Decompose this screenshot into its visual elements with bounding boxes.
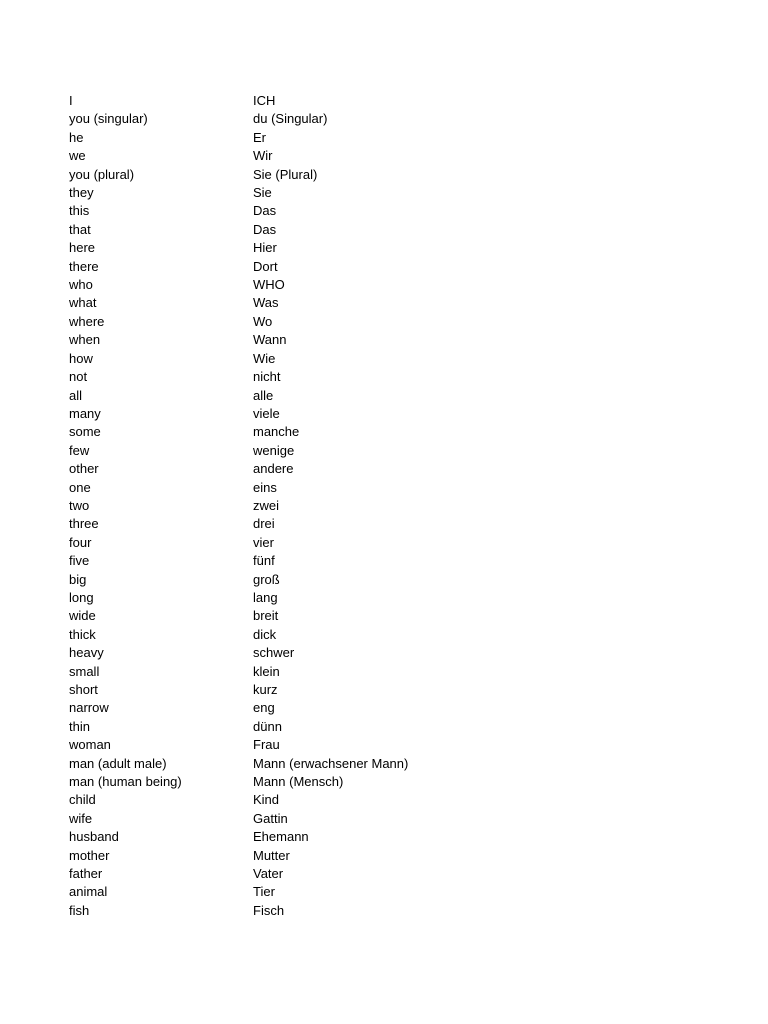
table-row <box>69 718 553 736</box>
english-word: thick <box>69 626 96 642</box>
english-word: father <box>69 866 103 882</box>
table-row <box>69 626 553 644</box>
english-word: short <box>69 682 98 697</box>
table-row <box>69 387 553 405</box>
table-row <box>69 607 553 625</box>
german-word: Wo <box>253 313 273 329</box>
german-word: Wir <box>253 148 273 164</box>
english-word: heavy <box>69 645 104 661</box>
german-word: eng <box>253 700 275 716</box>
english-word: four <box>69 534 92 550</box>
english-word: they <box>69 185 94 201</box>
english-word: child <box>69 792 96 808</box>
german-word: zwei <box>253 497 280 513</box>
german-word: Kind <box>253 792 280 808</box>
german-word: wenige <box>253 442 295 458</box>
table-row <box>69 110 553 128</box>
table-row <box>69 883 553 901</box>
table-row <box>69 699 553 717</box>
table-row <box>69 810 553 828</box>
table-row <box>69 589 553 607</box>
german-word: vier <box>253 534 274 550</box>
table-row <box>69 276 553 294</box>
english-word: this <box>69 203 90 219</box>
german-word: breit <box>253 608 279 624</box>
table-row <box>69 847 553 865</box>
table-row <box>69 423 553 441</box>
german-word: Mann (erwachsener Mann) <box>253 755 409 771</box>
german-word: Tier <box>253 884 275 900</box>
table-row <box>69 865 553 883</box>
english-word: some <box>69 424 101 440</box>
german-word: Fisch <box>253 902 285 918</box>
english-word: I <box>69 93 73 108</box>
german-word: alle <box>253 387 274 403</box>
english-word: one <box>69 479 91 495</box>
table-row <box>69 368 553 386</box>
table-row <box>69 791 553 809</box>
table-row <box>69 405 553 423</box>
german-word: Sie (Plural) <box>253 166 318 182</box>
table-row <box>69 442 553 460</box>
german-word: Das <box>253 221 277 237</box>
german-word: ICH <box>253 93 276 108</box>
german-word: lang <box>253 589 278 605</box>
english-word: fish <box>69 902 90 918</box>
german-word: Frau <box>253 737 280 753</box>
english-word: woman <box>69 737 111 753</box>
english-word: that <box>69 221 91 237</box>
table-row <box>69 460 553 478</box>
table-row <box>69 755 553 773</box>
german-word: manche <box>253 424 300 440</box>
english-word: we <box>69 148 86 164</box>
table-row <box>69 552 553 570</box>
german-word: Wann <box>253 332 287 348</box>
german-word: Gattin <box>253 810 288 826</box>
german-word: du (Singular) <box>253 111 328 127</box>
english-word: here <box>69 240 96 256</box>
table-row <box>69 497 553 515</box>
english-word: mother <box>69 847 110 863</box>
german-word: groß <box>253 571 280 587</box>
english-word: you (plural) <box>69 166 135 182</box>
english-word: wife <box>69 810 93 826</box>
german-word: Wie <box>253 350 276 366</box>
german-word: klein <box>253 663 280 679</box>
english-word: thin <box>69 718 90 734</box>
english-word: there <box>69 258 99 274</box>
table-row <box>69 331 553 349</box>
english-word: all <box>69 387 83 403</box>
table-row <box>69 479 553 497</box>
table-row <box>69 571 553 589</box>
german-word: Dort <box>253 258 278 274</box>
english-word: what <box>69 295 97 311</box>
table-row <box>69 184 553 202</box>
german-word: Das <box>253 203 277 219</box>
table-row <box>69 294 553 312</box>
table-row <box>69 166 553 184</box>
english-word: big <box>69 571 87 587</box>
english-word: five <box>69 553 90 569</box>
german-word: Vater <box>253 866 284 882</box>
german-word: Mutter <box>253 847 290 863</box>
vocabulary-table <box>69 92 553 920</box>
table-row <box>69 202 553 220</box>
table-row <box>69 313 553 331</box>
table-row <box>69 534 553 552</box>
english-word: three <box>69 516 99 532</box>
german-word: Er <box>253 129 266 145</box>
vocabulary-table-body <box>69 92 553 920</box>
english-word: who <box>69 277 93 293</box>
english-word: few <box>69 442 90 458</box>
english-word: two <box>69 497 90 513</box>
german-word: Hier <box>253 240 277 256</box>
german-word: dünn <box>253 718 282 734</box>
table-row <box>69 92 553 110</box>
german-word: Mann (Mensch) <box>253 774 344 790</box>
english-word: where <box>69 313 105 329</box>
german-word: viele <box>253 405 280 421</box>
english-word: narrow <box>69 700 109 716</box>
german-word: fünf <box>253 553 275 569</box>
german-word: dick <box>253 626 277 642</box>
english-word: man (human being) <box>69 774 182 790</box>
table-row <box>69 644 553 662</box>
english-word: small <box>69 663 100 679</box>
english-word: he <box>69 129 84 145</box>
german-word: WHO <box>253 277 285 293</box>
table-row <box>69 736 553 754</box>
english-word: long <box>69 589 94 605</box>
english-word: man (adult male) <box>69 755 167 771</box>
table-row <box>69 147 553 165</box>
german-word: nicht <box>253 369 281 385</box>
german-word: eins <box>253 479 277 495</box>
english-word: not <box>69 369 88 385</box>
german-word: kurz <box>253 682 278 697</box>
german-word: Sie <box>253 185 272 201</box>
table-row <box>69 828 553 846</box>
table-row <box>69 350 553 368</box>
english-word: wide <box>69 608 96 624</box>
german-word: Ehemann <box>253 829 309 845</box>
english-word: when <box>69 332 101 348</box>
english-word: many <box>69 405 101 421</box>
english-word: other <box>69 461 99 477</box>
english-word: you (singular) <box>69 111 148 127</box>
table-row <box>69 515 553 533</box>
table-row <box>69 902 553 920</box>
table-row <box>69 239 553 257</box>
table-row <box>69 258 553 276</box>
german-word: schwer <box>253 645 295 661</box>
english-word: animal <box>69 884 108 900</box>
table-row <box>69 221 553 239</box>
english-word: husband <box>69 829 119 845</box>
german-word: Was <box>253 295 279 311</box>
table-row <box>69 773 553 791</box>
german-word: andere <box>253 461 294 477</box>
table-row <box>69 129 553 147</box>
german-word: drei <box>253 516 275 532</box>
table-row <box>69 663 553 681</box>
table-row <box>69 681 553 699</box>
english-word: how <box>69 350 93 366</box>
